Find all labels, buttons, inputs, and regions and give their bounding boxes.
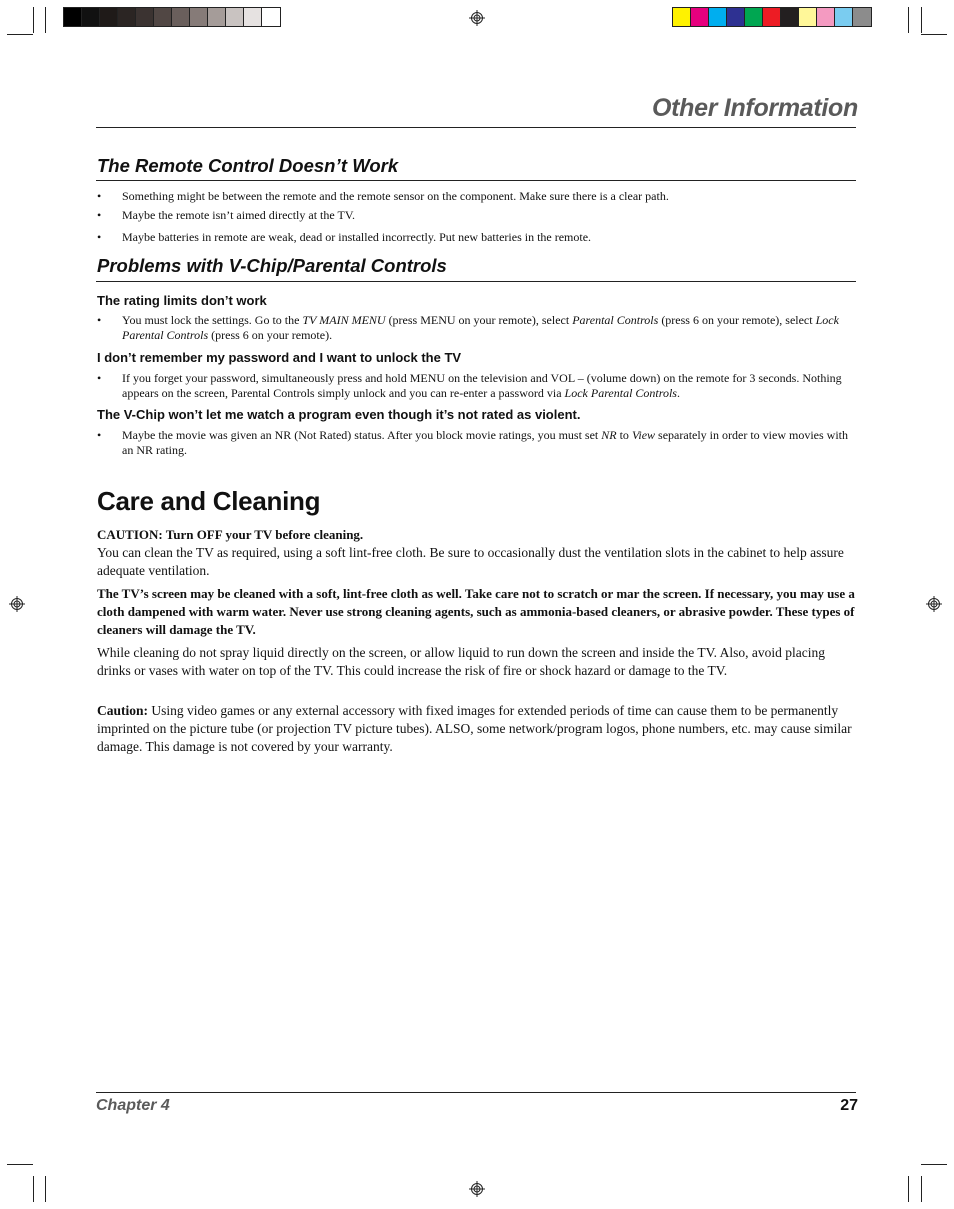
crop-mark (921, 34, 947, 35)
gray-calibration-bar (63, 7, 281, 27)
care-heading: Care and Cleaning (97, 486, 321, 516)
care-paragraph-bold: The TV’s screen may be cleaned with a soft, lint-free cloth as well. Take care not to scratch or mar the screen. If necessary, you may use a cloth dampened with warm water. Never use strong cleaning agents, such as ammonia-based cleaners, or abrasive powder. These types of cleaners will damage the TV. (97, 586, 855, 637)
footer-rule (96, 1092, 856, 1093)
color-swatch (100, 8, 118, 26)
crop-mark (7, 34, 33, 35)
list-item-text: Maybe batteries in remote are weak, dead or installed incorrectly. Put new batteries in the remote. (122, 230, 592, 244)
color-swatch (136, 8, 154, 26)
crop-mark (33, 1176, 34, 1202)
color-swatch (691, 8, 709, 26)
color-swatch (799, 8, 817, 26)
color-swatch (226, 8, 244, 26)
bullet-icon: • (97, 371, 102, 385)
crop-mark (921, 1176, 922, 1202)
vchip-section-heading: Problems with V-Chip/Parental Controls (97, 255, 447, 276)
faq-question: I don’t remember my password and I want to unlock the TV (97, 350, 462, 365)
crop-mark (908, 7, 909, 33)
care-paragraph (97, 702, 857, 756)
color-swatch (262, 8, 280, 26)
care-paragraph: While cleaning do not spray liquid directly on the screen, or allow liquid to run down the screen and inside the TV. Also, avoid placing drinks or vases with water on top of the TV. This could increase the risk of fire or shock hazard or damage to the TV. (97, 645, 825, 678)
crop-mark (921, 1164, 947, 1165)
section-rule (96, 180, 856, 181)
crop-mark (908, 1176, 909, 1202)
color-calibration-bar (672, 7, 872, 27)
crop-mark (33, 7, 34, 33)
page-number: 27 (840, 1097, 858, 1114)
crop-mark (921, 7, 922, 33)
list-item-text: You must lock the settings. Go to the TV MAIN MENU (press MENU on your remote), select Parental Controls (press 6 on your remote), select Lock Parental Controls (press 6 on your remote). (122, 313, 839, 342)
color-swatch (727, 8, 745, 26)
list-item-text: Something might be between the remote and the remote sensor on the component. Make sure there is a clear path. (122, 189, 669, 203)
color-swatch (709, 8, 727, 26)
bullet-icon: • (97, 208, 102, 222)
list-item-text: Maybe the movie was given an NR (Not Rated) status. After you block movie ratings, you must set NR to View separately in order to view movies with an NR rating. (122, 428, 848, 457)
color-swatch (763, 8, 781, 26)
crop-mark (45, 7, 46, 33)
color-swatch (208, 8, 226, 26)
color-swatch (172, 8, 190, 26)
caution-line: CAUTION: Turn OFF your TV before cleaning. (97, 527, 364, 542)
bullet-icon: • (97, 428, 102, 442)
color-swatch (244, 8, 262, 26)
caution-text: Using video games or any external accessory with fixed images for extended periods of time can cause them to be permanently imprinted on the picture tube (or projection TV picture tubes). ALSO, some network/program logos, phone numbers, etc. may cause similar damage. This damage is not covered by your warranty. (97, 703, 852, 754)
registration-mark-icon (469, 10, 485, 26)
remote-section-heading: The Remote Control Doesn’t Work (97, 155, 399, 176)
caution-label: Caution: (97, 703, 149, 718)
color-swatch (781, 8, 799, 26)
bullet-icon: • (97, 313, 102, 327)
color-swatch (64, 8, 82, 26)
registration-mark-icon (926, 596, 942, 612)
color-swatch (82, 8, 100, 26)
footer-chapter: Chapter 4 (96, 1097, 170, 1114)
registration-mark-icon (469, 1181, 485, 1197)
color-swatch (745, 8, 763, 26)
header-rule (96, 127, 856, 128)
faq-question: The V-Chip won’t let me watch a program even though it’s not rated as violent. (97, 407, 581, 422)
bullet-icon: • (97, 230, 102, 244)
chapter-title: Other Information (651, 94, 858, 122)
faq-question: The rating limits don’t work (97, 293, 267, 308)
color-swatch (835, 8, 853, 26)
color-swatch (673, 8, 691, 26)
care-paragraph: You can clean the TV as required, using a soft lint-free cloth. Be sure to occasionally dust the ventilation slots in the cabinet to help assure adequate ventilation. (97, 545, 844, 578)
color-swatch (118, 8, 136, 26)
color-swatch (817, 8, 835, 26)
registration-mark-icon (9, 596, 25, 612)
color-swatch (154, 8, 172, 26)
crop-mark (7, 1164, 33, 1165)
list-item-text: If you forget your password, simultaneously press and hold MENU on the television and VOL – (volume down) on the remote for 3 seconds. Nothing appears on the screen, Parental Controls simply unlock and you can re-enter a password via Lock Parental Controls. (122, 371, 842, 400)
section-rule (96, 281, 856, 282)
crop-mark (45, 1176, 46, 1202)
color-swatch (190, 8, 208, 26)
list-item-text: Maybe the remote isn’t aimed directly at the TV. (122, 208, 355, 222)
bullet-icon: • (97, 189, 102, 203)
color-swatch (853, 8, 871, 26)
